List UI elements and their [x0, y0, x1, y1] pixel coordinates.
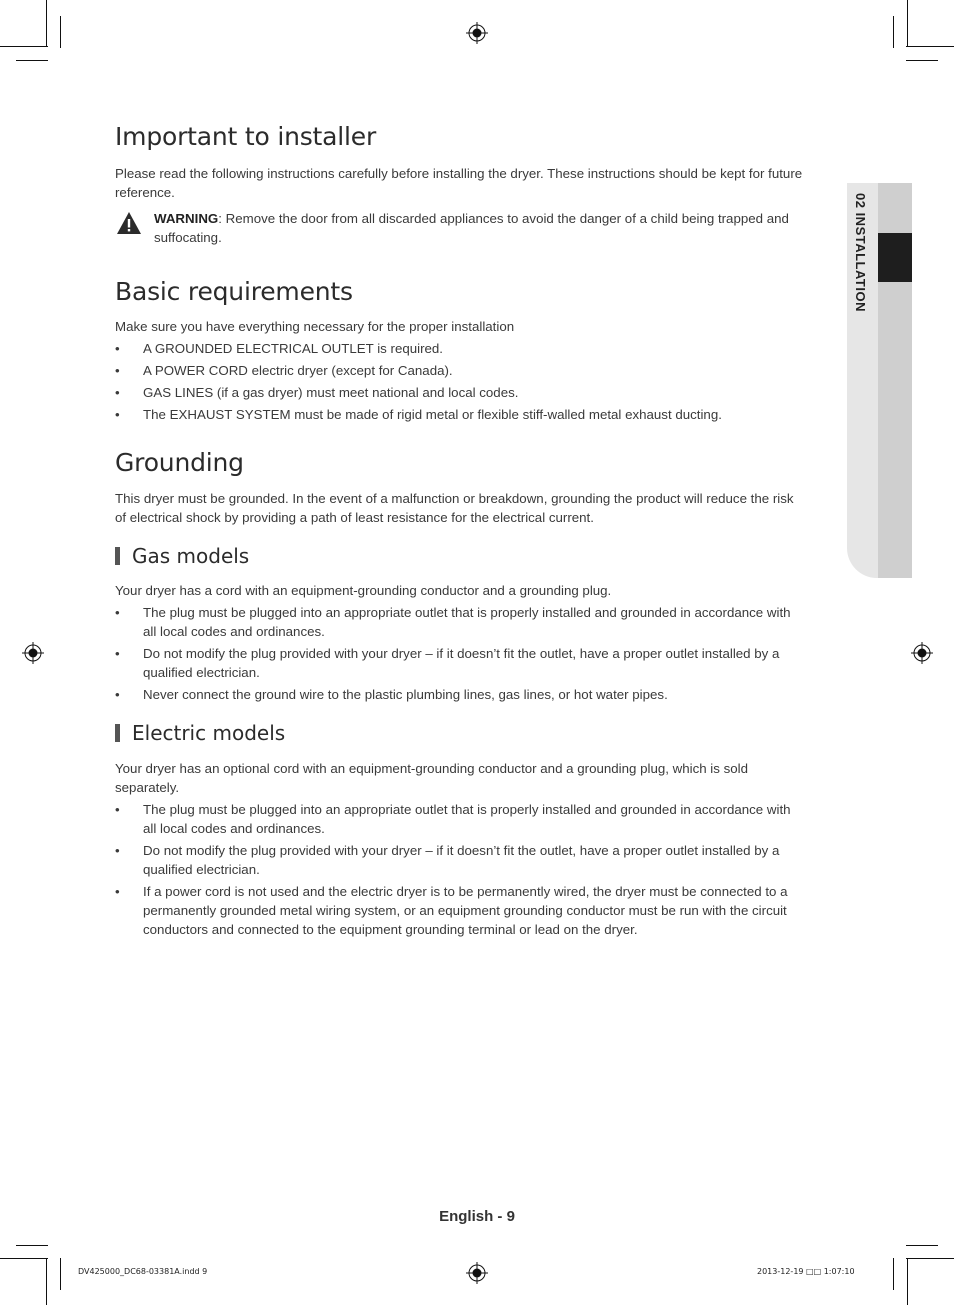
registration-mark-icon [22, 642, 44, 664]
warning-label: WARNING [154, 211, 219, 226]
list-item: • The plug must be plugged into an appropriate outlet that is properly installed and grounded in accordance with all local codes and ordinances. [115, 800, 805, 838]
heading-bar [115, 547, 120, 565]
heading-basic-requirements: Basic requirements [115, 277, 353, 306]
list-item: • Do not modify the plug provided with your dryer – if it doesn’t fit the outlet, have a proper outlet installed by a qualified electrician. [115, 644, 805, 682]
heading-electric-models-text: Electric models [132, 721, 286, 745]
chapter-label: 02 INSTALLATION [853, 193, 868, 312]
list-item: • If a power cord is not used and the electric dryer is to be permanently wired, the dryer must be connected to a permanently grounded metal wiring system, or an equipment grounding conductor must be run with the circuit conductors and connected to the equipment grounding terminal or lead on the dryer. [115, 882, 805, 939]
basic-intro: Make sure you have everything necessary for the proper installation [115, 319, 515, 334]
heading-gas-models [115, 544, 249, 568]
list-item: • Do not modify the plug provided with your dryer – if it doesn’t fit the outlet, have a proper outlet installed by a qualified electrician. [115, 841, 805, 879]
print-slug-file: DV425000_DC68-03381A.indd 9 [78, 1267, 208, 1276]
gas-models-list [115, 603, 805, 707]
list-item: • The plug must be plugged into an appropriate outlet that is properly installed and grounded in accordance with all local codes and ordinances. [115, 603, 805, 641]
electric-intro: Your dryer has an optional cord with an equipment-grounding conductor and a grounding plug, which is sold separately. [115, 761, 748, 795]
warning-triangle-icon [116, 211, 142, 235]
registration-mark-icon [466, 22, 488, 44]
heading-electric-models [115, 721, 285, 745]
heading-important: Important to installer [115, 122, 377, 151]
list-item: • GAS LINES (if a gas dryer) must meet national and local codes. [115, 383, 805, 402]
electric-models-list [115, 800, 805, 942]
registration-mark-icon [911, 642, 933, 664]
chapter-tab-marker [878, 233, 912, 282]
heading-gas-models-text: Gas models [132, 544, 250, 568]
page-number: English - 9 [439, 1208, 515, 1225]
warning-text: : Remove the door from all discarded appliances to avoid the danger of a child being trapped and suffocating. [154, 211, 789, 245]
list-item: • Never connect the ground wire to the plastic plumbing lines, gas lines, or hot water pipes. [115, 685, 805, 704]
heading-bar [115, 724, 120, 742]
registration-mark-icon [466, 1262, 488, 1284]
heading-grounding: Grounding [115, 448, 244, 477]
list-item: • The EXHAUST SYSTEM must be made of rigid metal or flexible stiff-walled metal exhaust ducting. [115, 405, 805, 424]
grounding-intro: This dryer must be grounded. In the event of a malfunction or breakdown, grounding the product will reduce the risk of electrical shock by providing a path of least resistance for the electrical current. [115, 491, 794, 525]
list-item: • A GROUNDED ELECTRICAL OUTLET is required. [115, 339, 805, 358]
list-item: • A POWER CORD electric dryer (except for Canada). [115, 361, 805, 380]
print-slug-date: 2013-12-19 □□ 1:07:10 [757, 1267, 855, 1276]
warning-note [154, 209, 799, 247]
important-intro: Please read the following instructions carefully before installing the dryer. These instructions should be kept for future reference. [115, 166, 803, 200]
gas-intro: Your dryer has a cord with an equipment-grounding conductor and a grounding plug. [115, 583, 612, 598]
basic-requirements-list [115, 339, 805, 427]
